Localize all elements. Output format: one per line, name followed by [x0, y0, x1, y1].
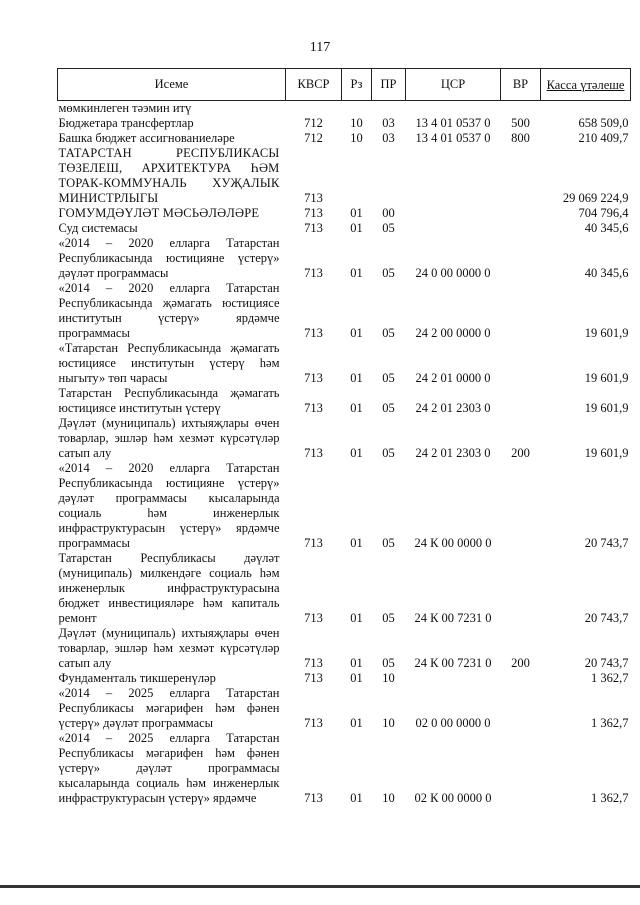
cell-kvsr: 713 [304, 791, 323, 805]
table-row [58, 626, 631, 671]
cell-kvsr: 713 [304, 536, 323, 550]
cell-pr: 00 [382, 206, 395, 220]
cell-rz: 01 [350, 401, 363, 415]
budget-table [57, 68, 631, 806]
header-pr: ПР [372, 69, 406, 101]
cell-csr [406, 221, 501, 236]
cell-csr: 24 К 00 7231 0 [414, 656, 492, 670]
cell-vr [501, 281, 541, 341]
cell-kassa: 29 069 224,9 [562, 191, 629, 205]
cell-kvsr: 712 [304, 131, 323, 145]
cell-name: ГОМУМДӘҮЛӘТ МӘСЬӘЛӘЛӘРЕ [58, 206, 260, 220]
cell-pr: 10 [382, 791, 395, 805]
table-row [58, 101, 631, 117]
cell-csr: 24 2 01 2303 0 [415, 401, 491, 415]
cell-kvsr: 713 [304, 191, 323, 205]
cell-rz: 01 [350, 206, 363, 220]
cell-vr [501, 386, 541, 416]
cell-rz: 01 [350, 266, 363, 280]
cell-kvsr: 713 [304, 371, 323, 385]
cell-vr: 200 [511, 656, 530, 670]
cell-name: «2014 – 2020 елларга Татарстан Республикасында юстицияне үстерү» дәүләт программасы [58, 236, 280, 280]
cell-csr: 24 0 00 0000 0 [415, 266, 491, 280]
cell-kassa: 19 601,9 [584, 446, 629, 460]
cell-kassa: 19 601,9 [584, 401, 629, 415]
table-row [58, 221, 631, 236]
table-row [58, 416, 631, 461]
cell-vr [501, 341, 541, 386]
cell-name: Татарстан Республикасында җәмагать юстициясе институтын үстерү [58, 386, 280, 415]
cell-csr: 02 К 00 0000 0 [414, 791, 492, 805]
table-row [58, 731, 631, 806]
table-header [58, 69, 631, 101]
cell-csr [406, 671, 501, 686]
cell-pr: 05 [382, 266, 395, 280]
cell-kassa: 1 362,7 [591, 671, 629, 685]
cell-kassa: 20 743,7 [584, 611, 629, 625]
cell-kvsr [286, 101, 342, 117]
table-row [58, 116, 631, 131]
cell-csr: 13 4 01 0537 0 [415, 116, 491, 130]
table-row [58, 236, 631, 281]
cell-name: Дәүләт (муниципаль) ихтыяҗлары өчен товарлар, эшләр һәм хезмәт күрсәтүләр сатып алу [58, 416, 280, 460]
cell-kvsr: 712 [304, 116, 323, 130]
cell-rz: 01 [350, 611, 363, 625]
cell-kvsr: 713 [304, 446, 323, 460]
cell-vr: 800 [511, 131, 530, 145]
cell-name: Башка бюджет ассигнованиеләре [58, 131, 235, 145]
cell-pr: 05 [382, 326, 395, 340]
cell-vr [501, 671, 541, 686]
cell-pr: 05 [382, 221, 395, 235]
table-row [58, 206, 631, 221]
cell-kassa: 19 601,9 [584, 326, 629, 340]
cell-csr: 24 2 00 0000 0 [415, 326, 491, 340]
cell-vr [501, 236, 541, 281]
cell-kvsr: 713 [304, 716, 323, 730]
table-row [58, 461, 631, 551]
table-row [58, 386, 631, 416]
cell-rz: 01 [350, 656, 363, 670]
cell-pr: 05 [382, 536, 395, 550]
cell-kassa: 210 409,7 [578, 131, 629, 145]
table-row [58, 671, 631, 686]
cell-name: «2014 – 2020 елларга Татарстан Республикасында юстицияне үстерү» дәүләт программасы кысаларында социаль һәм инженерлык инфраструктурасын үстерү» ярдәмче программасы [58, 461, 280, 550]
cell-kvsr: 713 [304, 221, 323, 235]
cell-pr: 03 [382, 116, 395, 130]
cell-pr: 05 [382, 611, 395, 625]
cell-vr: 200 [511, 446, 530, 460]
cell-pr: 03 [382, 131, 395, 145]
cell-vr: 500 [511, 116, 530, 130]
cell-kassa: 658 509,0 [578, 116, 629, 130]
cell-kassa: 19 601,9 [584, 371, 629, 385]
cell-vr [501, 101, 541, 117]
cell-rz: 01 [350, 671, 363, 685]
cell-csr [406, 146, 501, 206]
header-csr: ЦСР [406, 69, 501, 101]
cell-vr [501, 206, 541, 221]
cell-kassa [541, 101, 631, 117]
cell-name: ТАТАРСТАН РЕСПУБЛИКАСЫ ТӨЗЕЛЕШ, АРХИТЕКТУРА ҺӘМ ТОРАК-КОММУНАЛЬ ХУҖАЛЫК МИНИСТРЛЫГЫ [58, 146, 280, 205]
header-kassa [541, 69, 631, 101]
cell-rz: 01 [350, 446, 363, 460]
cell-name: «2014 – 2020 елларга Татарстан Республикасында җәмагать юстициясе институтын үстерү» ярдәмче программасы [58, 281, 280, 340]
cell-vr [501, 686, 541, 731]
cell-vr [501, 551, 541, 626]
table-row [58, 281, 631, 341]
cell-kassa: 40 345,6 [584, 221, 629, 235]
cell-pr: 10 [382, 671, 395, 685]
page-number: 117 [309, 40, 331, 55]
cell-kassa: 1 362,7 [591, 791, 629, 805]
cell-pr [372, 146, 406, 206]
cell-csr [406, 101, 501, 117]
cell-name: «2014 – 2025 елларга Татарстан Республикасы мәгарифен һәм фәнен үстерү» дәүләт программасы кысаларында социаль һәм инженерлык инфраструктурасын үстерү» ярдәмче [58, 731, 280, 805]
cell-rz: 01 [350, 326, 363, 340]
cell-rz: 01 [350, 536, 363, 550]
header-name: Исеме [58, 69, 286, 101]
header-kassa-label: Касса үтәлеше [546, 77, 625, 92]
cell-csr: 24 К 00 0000 0 [414, 536, 492, 550]
header-vr: ВР [501, 69, 541, 101]
cell-rz: 10 [350, 131, 363, 145]
cell-pr: 05 [382, 371, 395, 385]
cell-pr: 05 [382, 401, 395, 415]
table-row [58, 551, 631, 626]
cell-kvsr: 713 [304, 671, 323, 685]
cell-rz: 01 [350, 791, 363, 805]
cell-vr [501, 461, 541, 551]
page-bottom-rule [0, 885, 640, 888]
table-row [58, 131, 631, 146]
cell-vr [501, 731, 541, 806]
cell-name: «2014 – 2025 елларга Татарстан Республикасы мәгарифен һәм фәнен үстерү» дәүләт программасы [58, 686, 280, 730]
cell-rz: 01 [350, 371, 363, 385]
cell-name: «Татарстан Республикасында җәмагать юстициясе институтын үстерү һәм ныгыту» төп чарасы [58, 341, 280, 385]
cell-rz: 01 [350, 716, 363, 730]
header-kvsr: КВСР [286, 69, 342, 101]
cell-rz [342, 101, 372, 117]
cell-csr [406, 206, 501, 221]
cell-rz: 01 [350, 221, 363, 235]
cell-name: Дәүләт (муниципаль) ихтыяҗлары өчен товарлар, эшләр һәм хезмәт күрсәтүләр сатып алу [58, 626, 280, 670]
cell-name: Фундаменталь тикшеренүләр [58, 671, 216, 685]
cell-pr: 05 [382, 656, 395, 670]
cell-pr [372, 101, 406, 117]
cell-name: Бюджетара трансфертлар [58, 116, 194, 130]
cell-vr [501, 146, 541, 206]
cell-kassa: 20 743,7 [584, 536, 629, 550]
cell-rz: 10 [350, 116, 363, 130]
cell-pr: 05 [382, 446, 395, 460]
cell-kassa: 40 345,6 [584, 266, 629, 280]
cell-vr [501, 221, 541, 236]
cell-csr: 24 2 01 0000 0 [415, 371, 491, 385]
table-row [58, 686, 631, 731]
cell-name: мөмкинлеген тәэмин итү [58, 101, 192, 115]
cell-kassa: 1 362,7 [591, 716, 629, 730]
cell-kvsr: 713 [304, 266, 323, 280]
cell-csr: 13 4 01 0537 0 [415, 131, 491, 145]
table-row [58, 341, 631, 386]
cell-csr: 24 К 00 7231 0 [414, 611, 492, 625]
header-rz: Рз [342, 69, 372, 101]
cell-pr: 10 [382, 716, 395, 730]
cell-name: Татарстан Республикасы дәүләт (муниципаль) милкендәге социаль һәм инженерлык инфраструктурасына бюджет инвестицияләре һәм капиталь ремонт [58, 551, 280, 625]
table-row [58, 146, 631, 206]
cell-kvsr: 713 [304, 611, 323, 625]
cell-csr: 24 2 01 2303 0 [415, 446, 491, 460]
cell-kassa: 704 796,4 [578, 206, 629, 220]
cell-kvsr: 713 [304, 401, 323, 415]
cell-kvsr: 713 [304, 656, 323, 670]
cell-kvsr: 713 [304, 326, 323, 340]
cell-rz [342, 146, 372, 206]
cell-csr: 02 0 00 0000 0 [415, 716, 491, 730]
cell-name: Суд системасы [58, 221, 138, 235]
cell-kassa: 20 743,7 [584, 656, 629, 670]
table-body [58, 101, 631, 807]
cell-kvsr: 713 [304, 206, 323, 220]
